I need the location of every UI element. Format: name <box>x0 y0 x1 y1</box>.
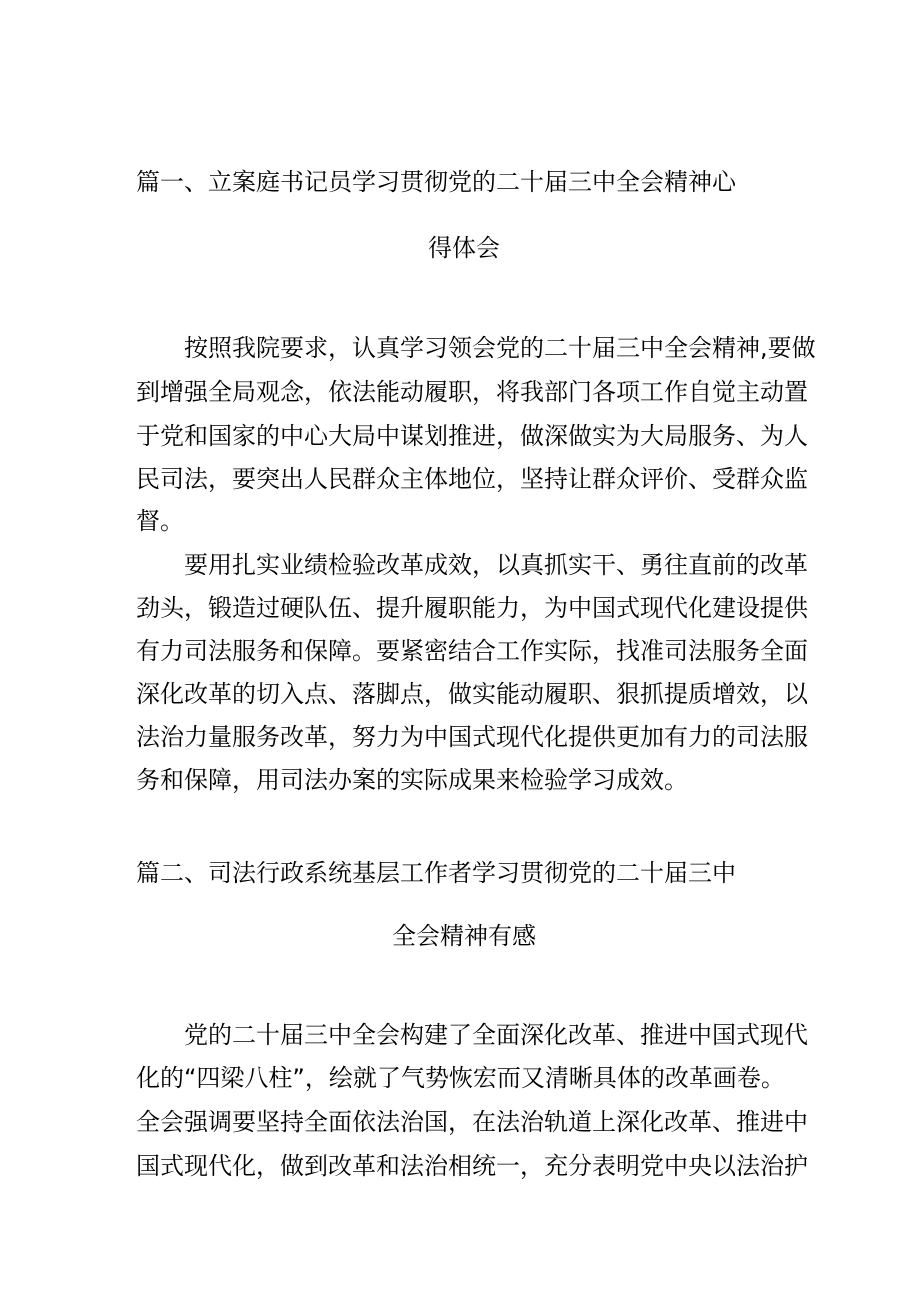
section1-title-line1: 篇一、立案庭书记员学习贯彻党的二十届三中全会精神心 <box>136 168 736 196</box>
section1-paragraph1-line: 按照我院要求，认真学习领会党的二十届三中全会精神,要做 <box>184 334 816 362</box>
section2-paragraph1-line: 党的二十届三中全会构建了全面深化改革、推进中国式现代 <box>184 1021 808 1049</box>
section2-paragraph1-line: 国式现代化，做到改革和法治相统一，充分表明党中央以法治护 <box>136 1152 808 1180</box>
section1-paragraph1-line: 督。 <box>136 507 184 535</box>
section1-paragraph2-line: 要用扎实业绩检验改革成效，以真抓实干、勇往直前的改革 <box>184 551 808 579</box>
section1-paragraph1-line: 到增强全局观念，依法能动履职，将我部门各项工作自觉主动置 <box>136 378 808 406</box>
section2-title-line2: 全会精神有感 <box>392 922 536 950</box>
section2-paragraph1-line: 全会强调要坚持全面依法治国，在法治轨道上深化改革、推进中 <box>136 1108 808 1136</box>
section1-paragraph2-line: 有力司法服务和保障。要紧密结合工作实际，找准司法服务全面 <box>136 637 808 665</box>
section1-paragraph2-line: 深化改革的切入点、落脚点，做实能动履职、狠抓提质增效，以 <box>136 680 808 708</box>
section2-title-line1: 篇二、司法行政系统基层工作者学习贯彻党的二十届三中 <box>136 859 736 887</box>
section1-paragraph1-line: 于党和国家的中心大局中谋划推进，做深做实为大局服务、为人 <box>136 422 808 450</box>
section1-paragraph2-line: 务和保障，用司法办案的实际成果来检验学习成效。 <box>136 766 688 794</box>
section2-paragraph1-line: 化的“四梁八柱”，绘就了气势恢宏而又清晰具体的改革画卷。 <box>136 1064 785 1092</box>
section1-paragraph2-line: 法治力量服务改革，努力为中国式现代化提供更加有力的司法服 <box>136 723 808 751</box>
section1-paragraph2-line: 劲头，锻造过硬队伍、提升履职能力，为中国式现代化建设提供 <box>136 594 808 622</box>
section1-paragraph1-line: 民司法，要突出人民群众主体地位，坚持让群众评价、受群众监 <box>136 465 808 493</box>
section1-title-line2: 得体会 <box>428 234 500 262</box>
